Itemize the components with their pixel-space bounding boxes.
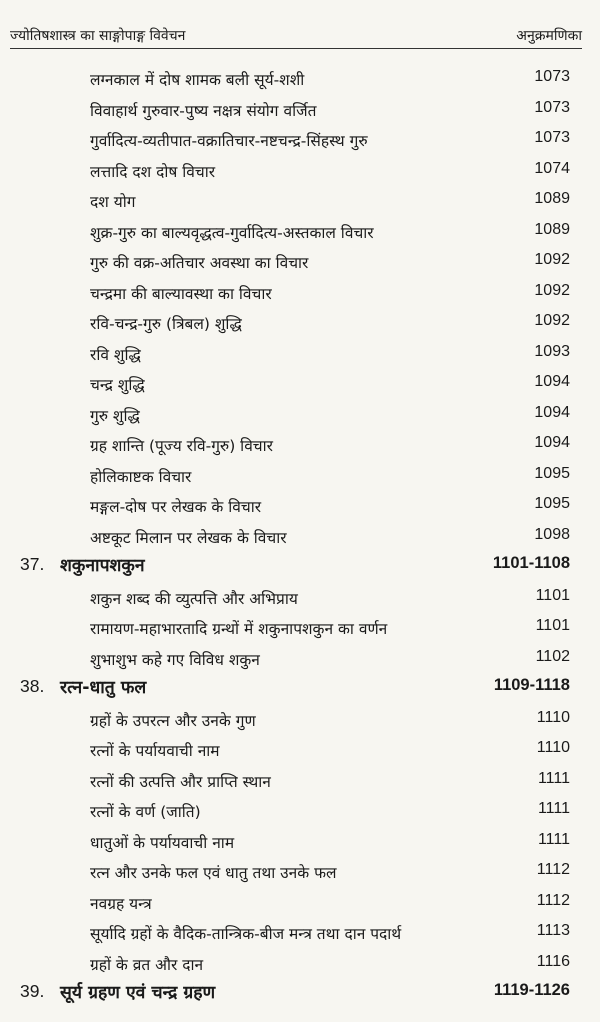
toc-entry: [0, 642, 600, 673]
entry-page-number: 1092: [534, 312, 570, 329]
entry-title: गुर्वादित्य-व्यतीपात-वक्रातिचार-नष्टचन्द्र-सिंहस्थ गुरु: [90, 132, 368, 150]
toc-entry: [0, 611, 600, 642]
entry-title: होलिकाष्टक विचार: [90, 467, 192, 486]
entry-page-number: 1116: [536, 952, 570, 970]
chapter-number: 39.: [20, 981, 45, 1001]
toc-entry: [0, 428, 600, 459]
toc-entry: [0, 459, 600, 490]
toc-entry: [0, 764, 600, 795]
entry-page-number: 1093: [534, 342, 570, 360]
entry-page-number: 1089: [534, 190, 570, 207]
entry-page-number: 1110: [536, 739, 570, 756]
toc-entry: [0, 337, 600, 368]
toc-entry: [0, 886, 600, 917]
entry-title: ग्रहों के उपरत्न और उनके गुण: [90, 711, 256, 730]
entry-title: धातुओं के पर्यायवाची नाम: [90, 833, 235, 852]
entry-page-number: 1095: [534, 464, 570, 482]
chapter-page-range: 1109-1118: [493, 676, 570, 694]
chapter-number: 38.: [20, 676, 45, 696]
entry-title: नवग्रह यन्त्र: [90, 894, 152, 913]
toc-entry: [0, 276, 600, 307]
chapter-page-range: 1101-1108: [492, 554, 570, 572]
entry-title: विवाहार्थ गुरुवार-पुष्य नक्षत्र संयोग वर्जित: [90, 101, 317, 120]
toc-entry: [0, 855, 600, 886]
toc-entry: [0, 398, 600, 429]
toc-entry: [0, 520, 600, 551]
entry-title: गुरु की वक्र-अतिचार अवस्था का विचार: [90, 254, 309, 272]
entry-title: चन्द्र शुद्धि: [90, 376, 145, 394]
entry-page-number: 1101: [535, 617, 570, 634]
chapter-heading: [0, 977, 600, 1008]
chapter-title: रत्न-धातु फल: [60, 678, 147, 698]
entry-title: रत्नों के पर्यायवाची नाम: [90, 742, 220, 760]
toc-entry: [0, 703, 600, 734]
toc-entry: [0, 154, 600, 185]
entry-title: मङ्गल-दोष पर लेखक के विचार: [90, 498, 262, 516]
entry-page-number: 1089: [534, 220, 570, 238]
entry-title: दश योग: [90, 193, 136, 211]
toc-entry: [0, 62, 600, 93]
toc-entry: [0, 733, 600, 764]
entry-title: रत्नों के वर्ण (जाति): [90, 803, 201, 821]
entry-page-number: 1073: [534, 68, 570, 85]
entry-page-number: 1094: [534, 403, 570, 421]
entry-title: अष्टकूट मिलान पर लेखक के विचार: [90, 528, 287, 547]
entry-page-number: 1095: [534, 495, 570, 512]
entry-page-number: 1101: [535, 586, 570, 604]
toc-entry: [0, 215, 600, 246]
toc-entry: [0, 123, 600, 154]
entry-title: रत्न और उनके फल एवं धातु तथा उनके फल: [90, 864, 337, 882]
entry-page-number: 1074: [534, 159, 570, 177]
toc-entry: [0, 306, 600, 337]
entry-title: रत्नों की उत्पत्ति और प्राप्ति स्थान: [90, 772, 271, 791]
entry-title: चन्द्रमा की बाल्यावस्था का विचार: [90, 284, 272, 303]
entry-title: ग्रहों के व्रत और दान: [90, 955, 204, 974]
toc-entry: [0, 825, 600, 856]
entry-page-number: 1111: [537, 800, 570, 817]
entry-page-number: 1073: [534, 129, 570, 146]
entry-title: रवि शुद्धि: [90, 345, 141, 364]
toc-entry: [0, 794, 600, 825]
chapter-number: 37.: [20, 554, 45, 574]
entry-title: गुरु शुद्धि: [90, 406, 140, 425]
entry-title: लग्नकाल में दोष शामक बली सूर्य-शशी: [90, 71, 305, 89]
entry-page-number: 1092: [534, 251, 570, 268]
entry-title: शुक्र-गुरु का बाल्यवृद्धत्व-गुर्वादित्य-अस्तकाल विचार: [90, 223, 374, 242]
toc-entry: [0, 245, 600, 276]
entry-page-number: 1073: [534, 98, 570, 116]
toc-entry: [0, 184, 600, 215]
entry-title: रामायण-महाभारतादि ग्रन्थों में शकुनापशकुन का वर्णन: [90, 620, 388, 638]
toc-entry: [0, 489, 600, 520]
entry-page-number: 1094: [534, 434, 570, 451]
entry-page-number: 1110: [536, 708, 570, 726]
entry-page-number: 1111: [537, 830, 570, 848]
chapter-title: शकुनापशकुन: [60, 556, 145, 576]
chapter-heading: [0, 550, 600, 581]
entry-page-number: 1112: [536, 861, 570, 878]
entry-page-number: 1092: [534, 281, 570, 299]
entry-title: शुभाशुभ कहे गए विविध शकुन: [90, 650, 260, 669]
entry-title: लत्तादि दश दोष विचार: [90, 162, 216, 181]
entry-title: शकुन शब्द की व्युत्पत्ति और अभिप्राय: [90, 589, 298, 608]
toc-entry: [0, 93, 600, 124]
entry-title: सूर्यादि ग्रहों के वैदिक-तान्त्रिक-बीज मन्त्र तथा दान पदार्थ: [90, 925, 402, 943]
toc-entry: [0, 916, 600, 947]
chapter-page-range: 1119-1126: [493, 981, 570, 999]
toc-entry: [0, 947, 600, 978]
toc-entry: [0, 581, 600, 612]
book-title: ज्योतिषशास्त्र का साङ्गोपाङ्ग विवेचन: [10, 28, 186, 44]
table-of-contents: [0, 62, 600, 1008]
entry-page-number: 1113: [536, 922, 570, 939]
entry-page-number: 1112: [536, 891, 570, 909]
entry-title: ग्रह शान्ति (पूज्य रवि-गुरु) विचार: [90, 437, 274, 455]
entry-page-number: 1111: [537, 769, 570, 787]
entry-page-number: 1094: [534, 373, 570, 390]
toc-entry: [0, 367, 600, 398]
entry-page-number: 1102: [535, 647, 570, 665]
chapter-title: सूर्य ग्रहण एवं चन्द्र ग्रहण: [60, 983, 216, 1003]
entry-page-number: 1098: [534, 525, 570, 543]
section-name: अनुक्रमणिका: [516, 28, 582, 44]
entry-title: रवि-चन्द्र-गुरु (त्रिबल) शुद्धि: [90, 315, 242, 333]
chapter-heading: [0, 672, 600, 703]
running-header: [10, 18, 582, 49]
